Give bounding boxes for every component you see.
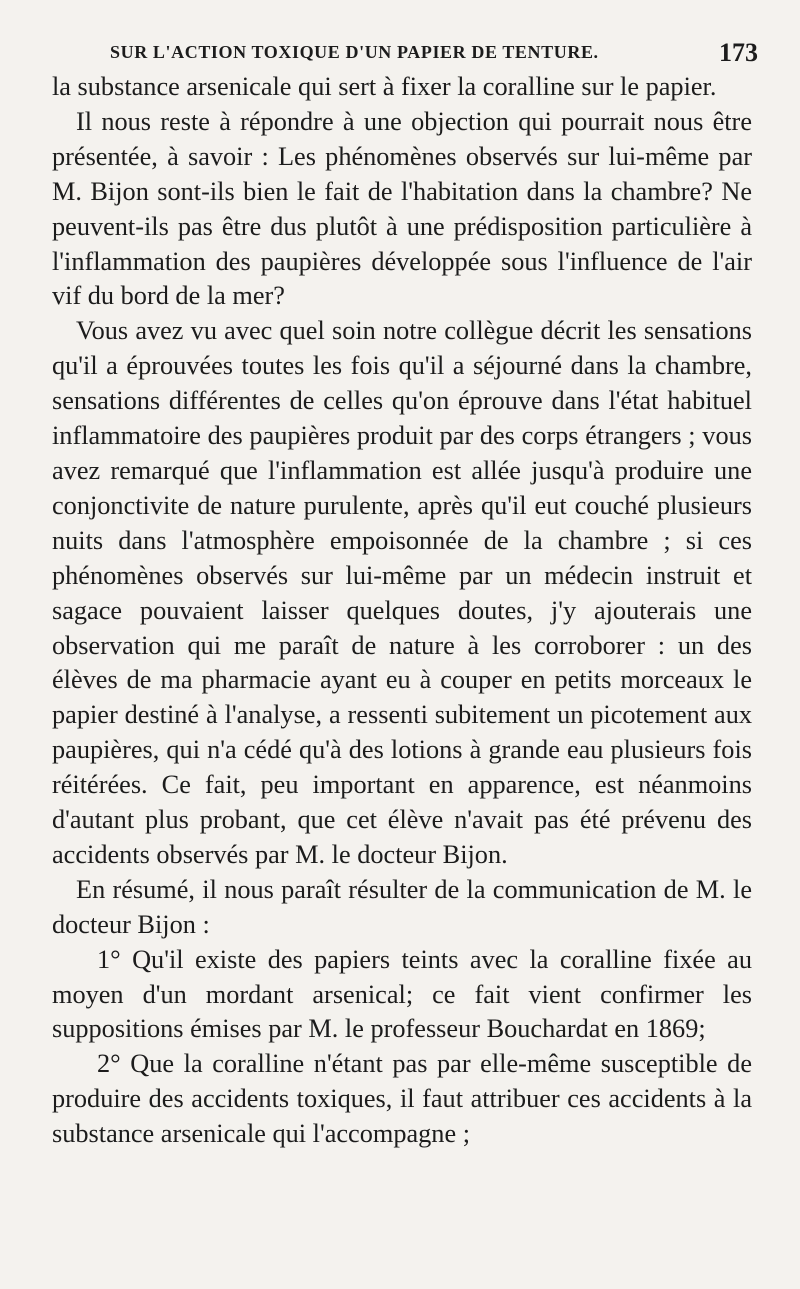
running-head xyxy=(110,30,758,70)
body-text xyxy=(52,70,752,1152)
conclusion-item-1: 1° Qu'il existe des papiers teints avec la coralline fixée au moyen d'un mordant arsenical; ce fait vient confirmer les suppositions émises par M. le professeur Bouchardat en 1869; xyxy=(52,944,752,1044)
running-title: SUR L'ACTION TOXIQUE D'UN PAPIER DE TENTURE. xyxy=(110,42,599,62)
paragraph-objection: Il nous reste à répondre à une objection qui pourrait nous être présentée, à savoir : Les phénomènes observés sur lui-même par M. Bijon sont-ils bien le fait de l'habitation dans la chambre? Ne peuvent-ils pas être dus plutôt à une prédisposition particulière à l'inflammation des paupières développée sous l'influence de l'air vif du bord de la mer? xyxy=(52,106,752,311)
paragraph-continuation: la substance arsenicale qui sert à fixer la coralline sur le papier. xyxy=(52,72,717,101)
paragraph-observations: Vous avez vu avec quel soin notre collègue décrit les sensations qu'il a éprouvées toutes les fois qu'il a séjourné dans la chambre, sensations différentes de celles qu'on éprouve dans l'état habituel inflammatoire des paupières produit par des corps étrangers ; vous avez remarqué que l'inflammation est allée jusqu'à produire une conjonctivite de nature purulente, après qu'il eut couché plusieurs nuits dans l'atmosphère empoisonnée de la chambre ; si ces phénomènes observés sur lui-même par un médecin instruit et sagace pouvaient laisser quelques doutes, j'y ajouterais une observation qui me paraît de nature à les corroborer : un des élèves de ma pharmacie ayant eu à couper en petits morceaux le papier destiné à l'analyse, a ressenti subitement un picotement aux paupières, qui n'a cédé qu'à des lotions à grande eau plusieurs fois réitérées. Ce fait, peu important en apparence, est néanmoins d'autant plus probant, que cet élève n'avait pas été prévenu des accidents observés par M. le docteur Bijon. xyxy=(52,316,752,869)
page-number: 173 xyxy=(719,38,758,67)
paragraph-resume: En résumé, il nous paraît résulter de la communication de M. le docteur Bijon : xyxy=(52,874,752,939)
conclusion-item-2: 2° Que la coralline n'étant pas par elle-même susceptible de produire des accidents toxiques, il faut attribuer ces accidents à la substance arsenicale qui l'accompagne ; xyxy=(52,1049,752,1149)
